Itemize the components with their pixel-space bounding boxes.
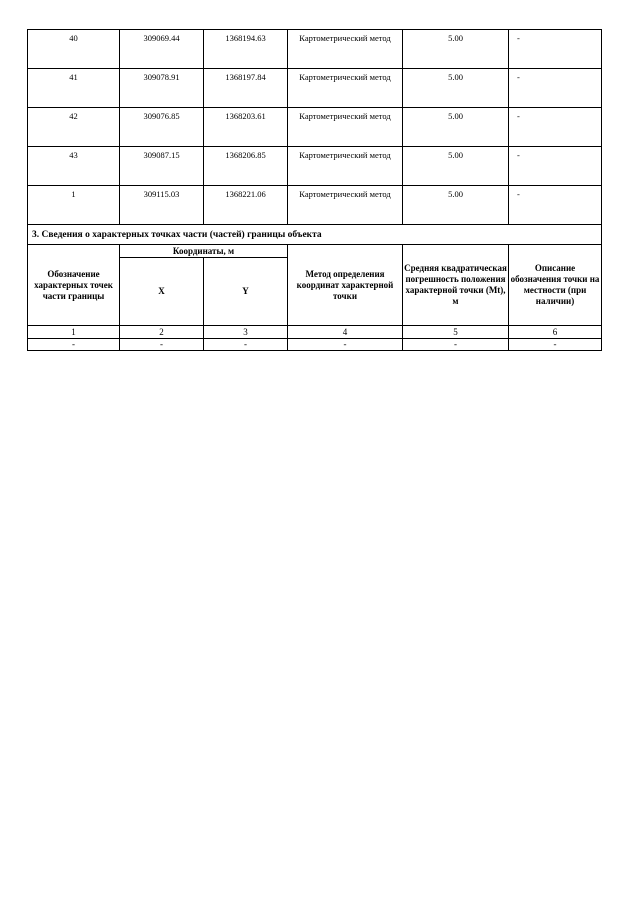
- column-numbers-row: [28, 326, 602, 339]
- table-row: [28, 108, 602, 147]
- point-description-cell: -: [509, 69, 602, 108]
- point-method-cell: Картометрический метод: [288, 186, 403, 225]
- point-y-cell: 1368203.61: [204, 108, 288, 147]
- point-x-cell: 309076.85: [120, 108, 204, 147]
- header-x: X: [120, 258, 204, 326]
- empty-cell: -: [204, 339, 288, 351]
- header-designation: Обозначение характерных точек части границы: [28, 245, 120, 326]
- empty-cell: -: [288, 339, 403, 351]
- point-id-cell: 40: [28, 30, 120, 69]
- point-accuracy-cell: 5.00: [403, 30, 509, 69]
- header-accuracy: Средняя квадратическая погрешность положения характерной точки (Mt), м: [403, 245, 509, 326]
- point-accuracy-cell: 5.00: [403, 108, 509, 147]
- header-description: Описание обозначения точки на местности (при наличии): [509, 245, 602, 326]
- points-table-body: [28, 30, 602, 225]
- point-description-cell: -: [509, 186, 602, 225]
- point-y-cell: 1368197.84: [204, 69, 288, 108]
- point-accuracy-cell: 5.00: [403, 69, 509, 108]
- point-method-cell: Картометрический метод: [288, 147, 403, 186]
- point-x-cell: 309078.91: [120, 69, 204, 108]
- points-table: [27, 29, 602, 351]
- header-coordinates: Координаты, м: [120, 245, 288, 258]
- point-id-cell: 41: [28, 69, 120, 108]
- column-number: 5: [403, 326, 509, 339]
- header-method: Метод определения координат характерной точки: [288, 245, 403, 326]
- point-y-cell: 1368206.85: [204, 147, 288, 186]
- point-description-cell: -: [509, 30, 602, 69]
- point-method-cell: Картометрический метод: [288, 108, 403, 147]
- column-number: 2: [120, 326, 204, 339]
- point-description-cell: -: [509, 108, 602, 147]
- column-number: 3: [204, 326, 288, 339]
- header-y: Y: [204, 258, 288, 326]
- column-number: 6: [509, 326, 602, 339]
- column-number: 1: [28, 326, 120, 339]
- empty-data-row: [28, 339, 602, 351]
- section-3-title: 3. Сведения о характерных точках части (частей) границы объекта: [28, 225, 602, 245]
- empty-cell: -: [28, 339, 120, 351]
- point-method-cell: Картометрический метод: [288, 30, 403, 69]
- point-accuracy-cell: 5.00: [403, 147, 509, 186]
- table-row: [28, 186, 602, 225]
- empty-cell: -: [120, 339, 204, 351]
- point-y-cell: 1368194.63: [204, 30, 288, 69]
- point-x-cell: 309115.03: [120, 186, 204, 225]
- empty-cell: -: [509, 339, 602, 351]
- point-id-cell: 1: [28, 186, 120, 225]
- point-x-cell: 309069.44: [120, 30, 204, 69]
- column-number: 4: [288, 326, 403, 339]
- table-row: [28, 69, 602, 108]
- point-id-cell: 43: [28, 147, 120, 186]
- point-x-cell: 309087.15: [120, 147, 204, 186]
- point-method-cell: Картометрический метод: [288, 69, 403, 108]
- table-row: [28, 147, 602, 186]
- document-page: [27, 29, 601, 351]
- point-description-cell: -: [509, 147, 602, 186]
- header-row-1: [28, 245, 602, 258]
- empty-cell: -: [403, 339, 509, 351]
- section-3-title-row: [28, 225, 602, 245]
- point-accuracy-cell: 5.00: [403, 186, 509, 225]
- point-y-cell: 1368221.06: [204, 186, 288, 225]
- point-id-cell: 42: [28, 108, 120, 147]
- table-row: [28, 30, 602, 69]
